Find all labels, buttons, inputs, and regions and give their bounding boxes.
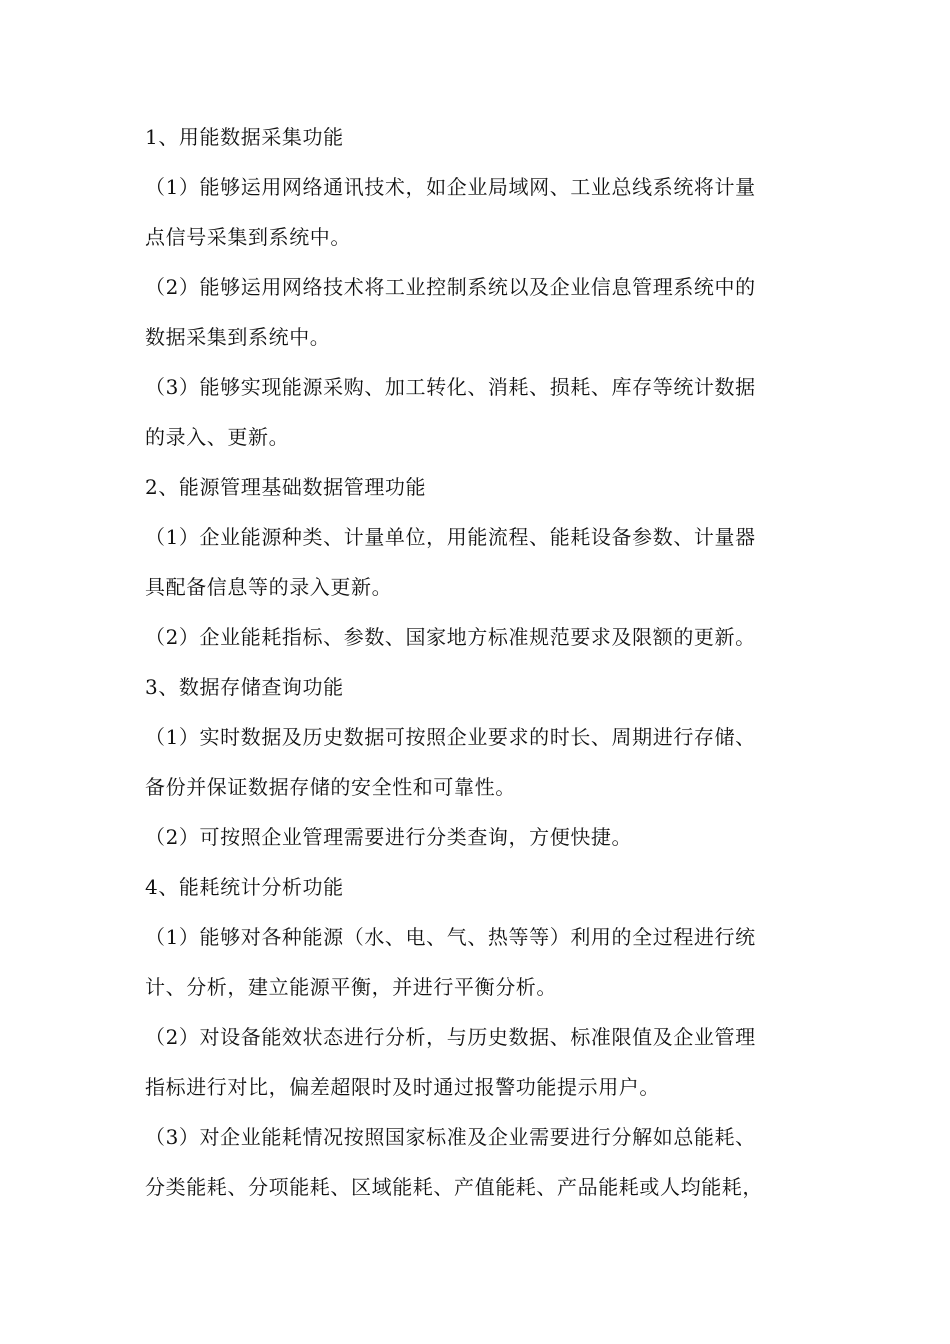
- paragraph-line: （2）对设备能效状态进行分析，与历史数据、标准限值及企业管理: [145, 1025, 756, 1049]
- section-heading-4: 4、能耗统计分析功能: [145, 875, 344, 899]
- paragraph-line: 点信号采集到系统中。: [145, 225, 351, 249]
- paragraph-line: （2）可按照企业管理需要进行分类查询，方便快捷。: [145, 825, 633, 849]
- paragraph-line: （1）能够对各种能源（水、电、气、热等等）利用的全过程进行统: [145, 925, 756, 949]
- paragraph-line: （1）能够运用网络通讯技术，如企业局域网、工业总线系统将计量: [145, 175, 756, 199]
- paragraph-line: 具配备信息等的录入更新。: [145, 575, 393, 599]
- paragraph-line: （2）企业能耗指标、参数、国家地方标准规范要求及限额的更新。: [145, 625, 756, 649]
- paragraph-line: （3）能够实现能源采购、加工转化、消耗、损耗、库存等统计数据: [145, 375, 756, 399]
- paragraph-line: 分类能耗、分项能耗、区域能耗、产值能耗、产品能耗或人均能耗，: [145, 1175, 763, 1199]
- section-heading-1: 1、用能数据采集功能: [145, 125, 344, 149]
- paragraph-line: 的录入、更新。: [145, 425, 290, 449]
- document-body: [145, 112, 815, 1212]
- paragraph-line: （1）企业能源种类、计量单位，用能流程、能耗设备参数、计量器: [145, 525, 756, 549]
- paragraph-line: 数据采集到系统中。: [145, 325, 331, 349]
- paragraph-line: 备份并保证数据存储的安全性和可靠性。: [145, 775, 516, 799]
- paragraph-line: （3）对企业能耗情况按照国家标准及企业需要进行分解如总能耗、: [145, 1125, 756, 1149]
- section-heading-2: 2、能源管理基础数据管理功能: [145, 475, 427, 499]
- paragraph-line: （1）实时数据及历史数据可按照企业要求的时长、周期进行存储、: [145, 725, 756, 749]
- section-heading-3: 3、数据存储查询功能: [145, 675, 344, 699]
- paragraph-line: 计、分析，建立能源平衡，并进行平衡分析。: [145, 975, 557, 999]
- paragraph-line: （2）能够运用网络技术将工业控制系统以及企业信息管理系统中的: [145, 275, 756, 299]
- paragraph-line: 指标进行对比，偏差超限时及时通过报警功能提示用户。: [145, 1075, 660, 1099]
